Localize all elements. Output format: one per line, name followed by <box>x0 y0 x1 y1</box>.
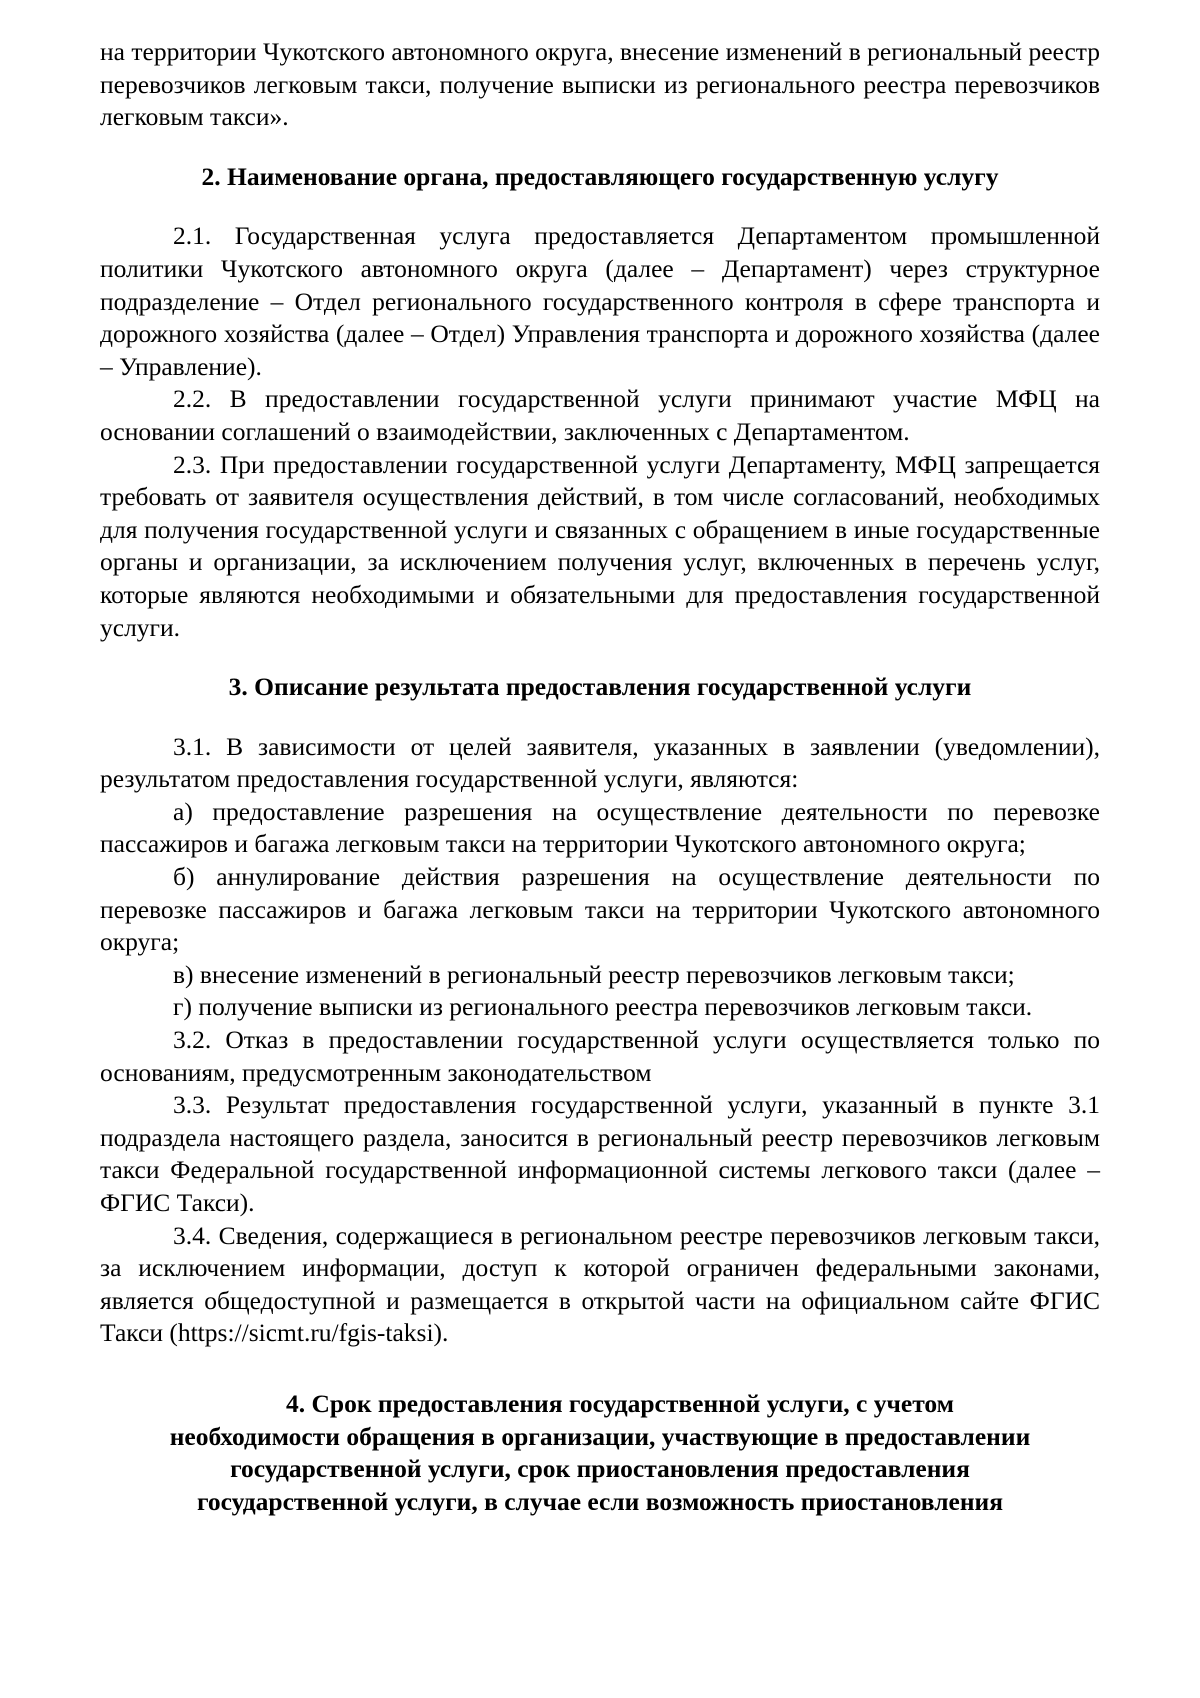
paragraph-3-3: 3.3. Результат предоставления государственной услуги, указанный в пункте 3.1 подраздела настоящего раздела, заносится в региональный реестр перевозчиков легковым такси Федеральной государственной информационной системы легкового такси (далее – ФГИС Такси). <box>100 1090 1100 1217</box>
intro-paragraph: на территории Чукотского автономного округа, внесение изменений в региональный реестр перевозчиков легковым такси, получение выписки из регионального реестра перевозчиков легковым такси». <box>100 37 1100 132</box>
section-2-heading: 2. Наименование органа, предоставляющего государственную услугу <box>201 161 999 191</box>
section-4-heading-line-2: необходимости обращения в организации, участвующие в предоставлении <box>169 1421 1031 1451</box>
section-4-heading-line-4: государственной услуги, в случае если возможность приостановления <box>196 1486 1004 1516</box>
list-item-g: г) получение выписки из регионального реестра перевозчиков легковым такси. <box>173 992 1033 1022</box>
paragraph-3-1: 3.1. В зависимости от целей заявителя, указанных в заявлении (уведомлении), результатом предоставления государственной услуги, являются: <box>100 731 1100 794</box>
document-body <box>100 36 1100 1518</box>
paragraph-2-1: 2.1. Государственная услуга предоставляется Департаментом промышленной политики Чукотского автономного округа (далее – Департамент) через структурное подразделение – Отдел регионального государственного контроля в сфере транспорта и дорожного хозяйства (далее – Отдел) Управления транспорта и дорожного хозяйства (далее – Управление). <box>100 221 1100 381</box>
paragraph-2-2: 2.2. В предоставлении государственной услуги принимают участие МФЦ на основании соглашений о взаимодействии, заключенных с Департаментом. <box>100 384 1100 446</box>
section-3-heading: 3. Описание результата предоставления государственной услуги <box>228 672 972 702</box>
list-item-b: б) аннулирование действия разрешения на осуществление деятельности по перевозке пассажиров и багажа легковым такси на территории Чукотского автономного округа; <box>100 862 1100 957</box>
paragraph-3-2: 3.2. Отказ в предоставлении государственной услуги осуществляется только по основаниям, предусмотренным законодательством <box>100 1025 1100 1087</box>
paragraph-3-4: 3.4. Сведения, содержащиеся в региональном реестре перевозчиков легковым такси, за исключением информации, доступ к которой ограничен федеральными законами, является общедоступной и размещается в открытой части на официальном сайте ФГИС Такси (https://sicmt.ru/fgis-taksi). <box>100 1220 1100 1348</box>
section-4-heading-line-3: государственной услуги, срок приостановления предоставления <box>230 1454 970 1484</box>
section-4-heading-line-1: 4. Срок предоставления государственной услуги, с учетом <box>285 1388 955 1418</box>
list-item-v: в) внесение изменений в региональный реестр перевозчиков легковым такси; <box>173 959 1015 989</box>
paragraph-2-3: 2.3. При предоставлении государственной услуги Департаменту, МФЦ запрещается требовать от заявителя осуществления действий, в том числе согласований, необходимых для получения государственной услуги и связанных с обращением в иные государственные органы и организации, за исключением получения услуг, включенных в перечень услуг, которые являются необходимыми и обязательными для предоставления государственной услуги. <box>100 449 1100 642</box>
list-item-a: а) предоставление разрешения на осуществление деятельности по перевозке пассажиров и багажа легковым такси на территории Чукотского автономного округа; <box>100 796 1100 859</box>
section-4-heading <box>100 1388 1100 1518</box>
